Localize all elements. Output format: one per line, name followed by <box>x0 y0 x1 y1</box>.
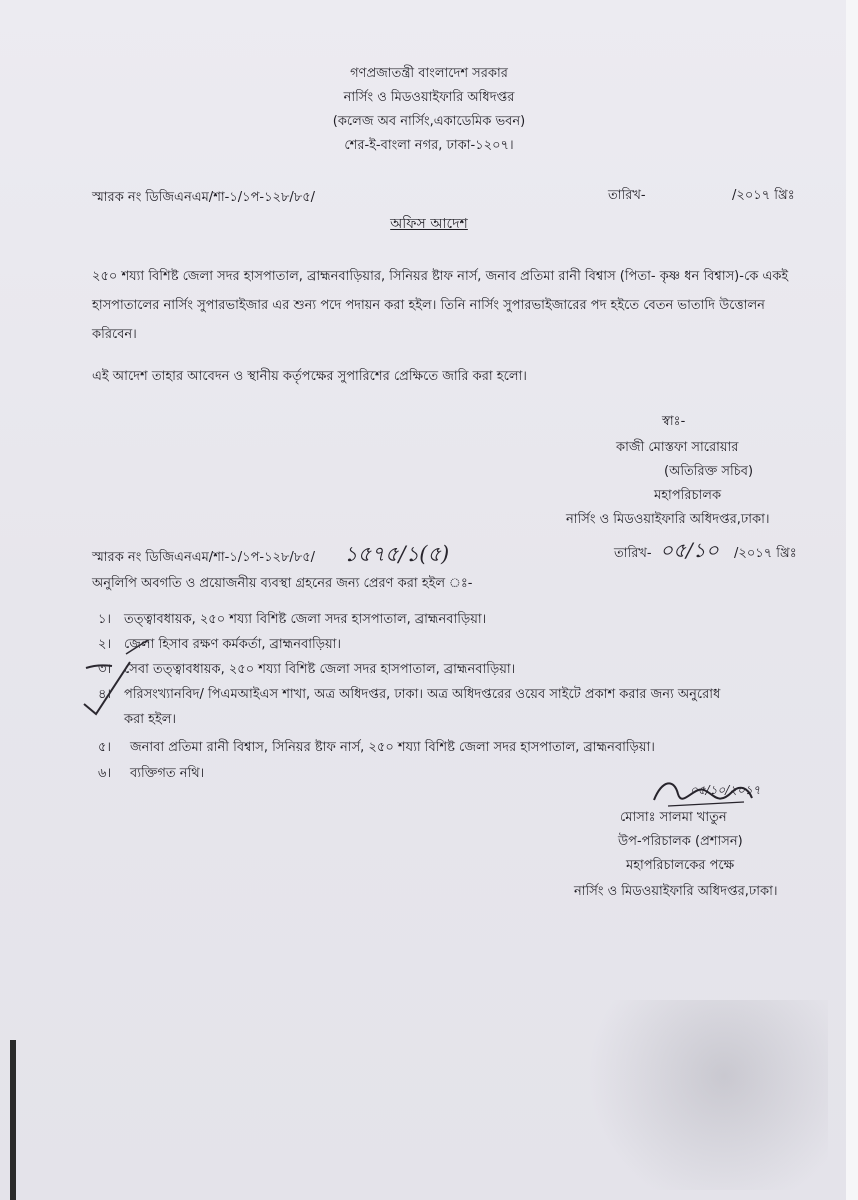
copy-item-num: ৬। <box>98 766 112 781</box>
copy-item-text: জনাবা প্রতিমা রানী বিশ্বাস, সিনিয়র ষ্টাফ নার্স, ২৫০ শয্যা বিশিষ্ট জেলা সদর হাসপাতাল, ব্রাহ্মনবাড়িয়া। <box>130 740 655 755</box>
memo2-date-year: /২০১৭ খ্রিঃ <box>734 546 797 561</box>
copy-item-text: সেবা তত্ত্বাবধায়ক, ২৫০ শয্যা বিশিষ্ট জেলা সদর হাসপাতাল, ব্রাহ্মনবাড়িয়া। <box>124 662 516 677</box>
signatory-role: মহাপরিচালক <box>654 488 722 503</box>
order-reason: এই আদেশ তাহার আবেদন ও স্থানীয় কর্তৃপক্ষের সুপারিশের প্রেক্ষিতে জারি করা হলো। <box>92 369 527 384</box>
copy-item-num: ৪। <box>98 687 112 702</box>
copy-item-num: ৩। <box>98 662 112 677</box>
copy-item-text: ব্যক্তিগত নথি। <box>130 766 205 781</box>
copy-item-text: পরিসংখ্যানবিদ/ পিএমআইএস শাখা, অত্র অধিদপ্তর, ঢাকা। অত্র অধিদপ্তরের ওয়েব সাইটে প্রকাশ করার জন্য অনুরোধ <box>124 687 721 702</box>
header-line-1: গণপ্রজাতন্ত্রী বাংলাদেশ সরকার <box>350 66 508 81</box>
copy-item-text-continued: করা হইল। <box>124 712 177 727</box>
order-paragraph: ২৫০ শয্যা বিশিষ্ট জেলা সদর হাসপাতাল, ব্রাহ্মনবাড়িয়ার, সিনিয়র ষ্টাফ নার্স, জনাব প্রতিমা রানী বিশ্বাস (পিতা- কৃষ্ণ ধন বিশ্বাস)-কে একই হাসপাতালের নার্সিং সুপারভাইজার এর শুন্য পদে পদায়ন করা হইল। তিনি নার্সিং সুপারভাইজারের পদ হইতে বেতন ভাতাদি উত্তোলন করিবেন। <box>92 269 789 342</box>
header-line-2: নার্সিং ও মিডওয়াইফারি অধিদপ্তর <box>343 90 515 105</box>
page-edge <box>846 0 858 1200</box>
memo2-ref-handwritten: ১৫৭৫/১(৫) <box>344 542 450 566</box>
copy-item-num: ২। <box>98 637 112 652</box>
scan-edge-shadow <box>10 1040 16 1200</box>
signed-mark: স্বাঃ- <box>662 414 686 429</box>
copy-item-text: তত্ত্বাবধায়ক, ২৫০ শয্যা বিশিষ্ট জেলা সদর হাসপাতাল, ব্রাহ্মনবাড়িয়া। <box>124 612 487 627</box>
signatory2-designation: উপ-পরিচালক (প্রশাসন) <box>618 834 743 849</box>
copy-item-num: ৫। <box>98 740 112 755</box>
copy-item-text: জেলা হিসাব রক্ষণ কর্মকর্তা, ব্রাহ্মনবাড়িয়া। <box>124 637 342 652</box>
memo-date-year: /২০১৭ খ্রিঃ <box>732 188 795 203</box>
document-title: অফিস আদেশ <box>390 216 468 232</box>
header-line-3: (কলেজ অব নার্সিং,একাডেমিক ভবন) <box>332 114 526 129</box>
memo-ref: স্মারক নং ডিজিএনএম/শা-১/১প-১২৮/৮৫/ <box>92 190 316 205</box>
signature-handwritten-date: ০৫/১০/২০১৭ <box>690 783 761 797</box>
copy-intro: অনুলিপি অবগতি ও প্রয়োজনীয় ব্যবস্থা গ্রহনের জন্য প্রেরণ করা হইল ঃ- <box>92 576 473 591</box>
header-line-4: শের-ই-বাংলা নগর, ঢাকা-১২০৭। <box>344 138 514 153</box>
memo2-date-label: তারিখ- <box>614 546 652 561</box>
memo2-date-handwritten: ০৫/১০ <box>660 538 719 562</box>
signatory2-behalf: মহাপরিচালকের পক্ষে <box>626 858 735 873</box>
signatory-name: কাজী মোস্তফা সারোয়ার <box>616 440 739 455</box>
scan-noise <box>568 1000 828 1190</box>
memo-date-label: তারিখ- <box>608 188 646 203</box>
signatory2-office: নার্সিং ও মিডওয়াইফারি অধিদপ্তর,ঢাকা। <box>574 884 778 899</box>
copy-item-num: ১। <box>98 612 112 627</box>
signatory-designation: (অতিরিক্ত সচিব) <box>664 464 754 479</box>
handwritten-tick-marks <box>78 638 168 718</box>
signatory2-name: মোসাঃ সালমা খাতুন <box>620 810 727 825</box>
signatory-office: নার্সিং ও মিডওয়াইফারি অধিদপ্তর,ঢাকা। <box>566 512 770 527</box>
memo2-ref: স্মারক নং ডিজিএনএম/শা-১/১প-১২৮/৮৫/ <box>92 550 316 565</box>
